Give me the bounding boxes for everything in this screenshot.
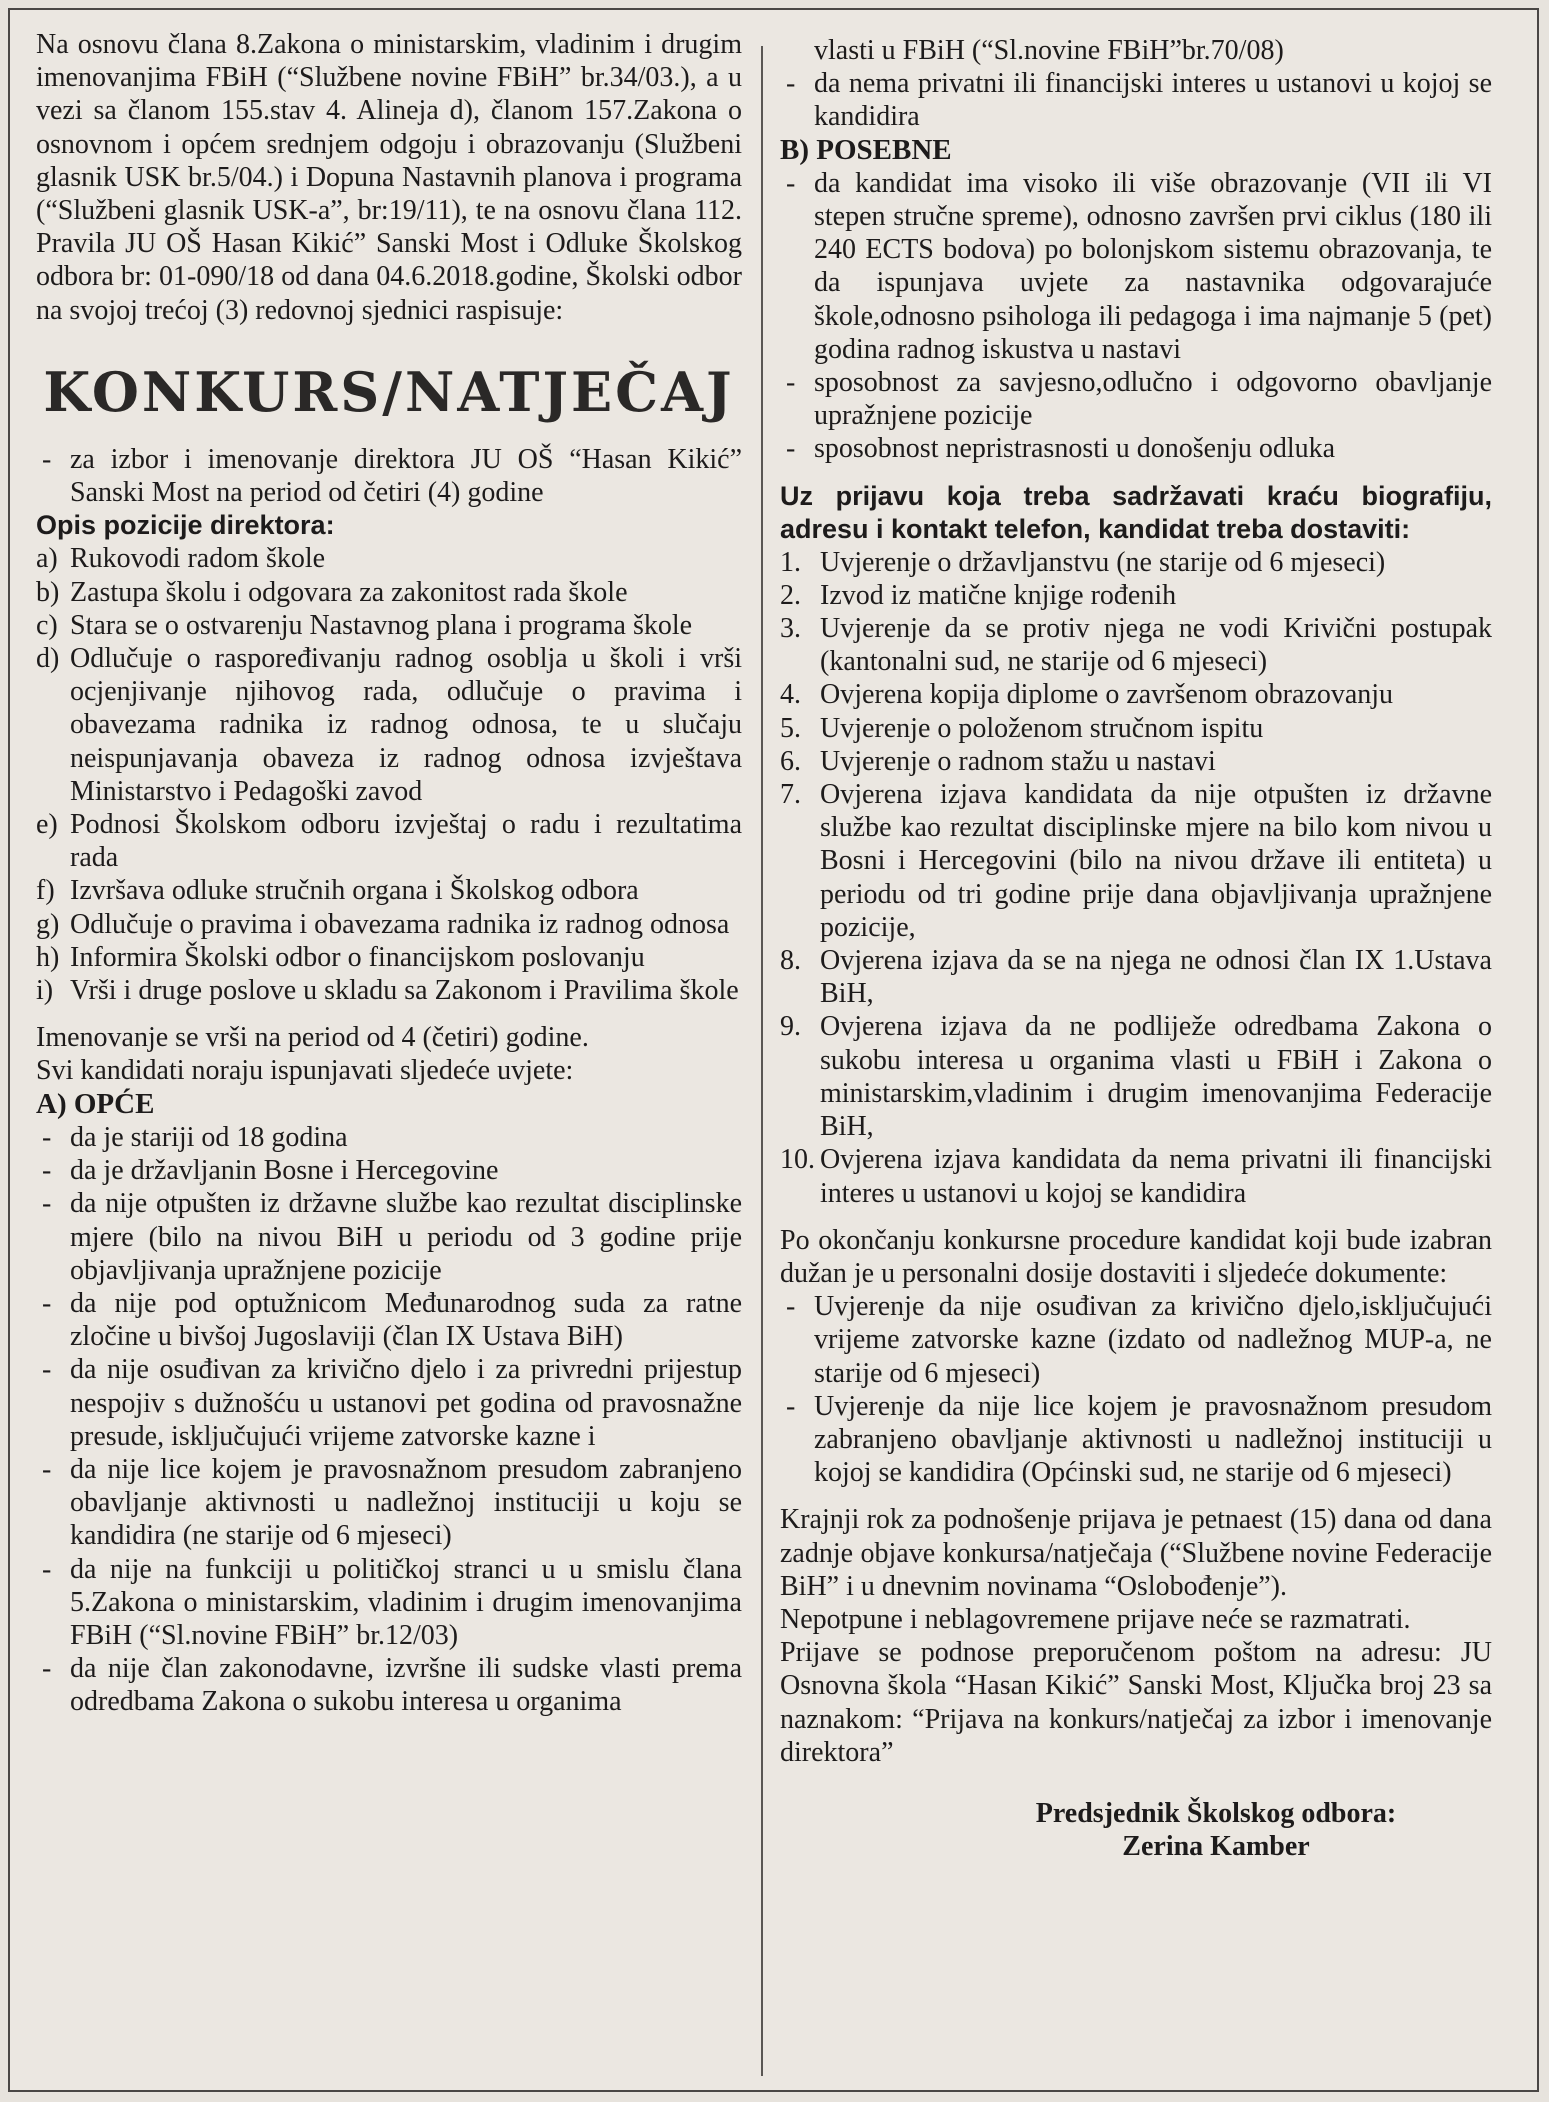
left-column xyxy=(36,28,742,1719)
general-condition: - da je stariji od 18 godina xyxy=(36,1121,742,1154)
documents-heading: Uz prijavu koja treba sadržavati kraću biografiju, adresu i kontakt telefon, kandidat treba dostaviti: xyxy=(780,480,1492,544)
general-condition: - da nije na funkciji u političkoj stranci u u smislu člana 5.Zakona o ministarskim, vladinim i drugim imenovanjima FBiH (“Sl.novine FBiH” br.12/03) xyxy=(36,1553,742,1653)
document-item: 7. Ovjerena izjava kandidata da nije otpušten iz državne službe kao rezultat disciplinske mjere na bilo kom nivou u Bosni i Hercegovini (bilo na nivou države ili entiteta) u periodu od tri godine prije dana objavljivanja upražnjene pozicije, xyxy=(780,779,1492,943)
notice-sheet xyxy=(8,8,1539,2092)
special-condition: - sposobnost za savjesno,odlučno i odgovorno obavljanje upražnjene pozicije xyxy=(780,366,1492,432)
general-conditions-list xyxy=(36,1121,742,1719)
document-item: 6. Uvjerenje o radnom stažu u nastavi xyxy=(780,745,1216,777)
submission-paragraph: Prijave se podnose preporučenom poštom na adresu: JU Osnovna škola “Hasan Kikić” Sanski Most, Ključka broj 23 sa naznakom: “Prijava na konkurs/natječaj za izbor i imenovanje direktora” xyxy=(780,1637,1492,1768)
general-condition: - da je državljanin Bosne i Hercegovine xyxy=(36,1154,742,1187)
duty-item: g) Odlučuje o pravima i obavezama radnika iz radnog odnosa xyxy=(36,908,730,940)
general-condition: - da nije pod optužnicom Međunarodnog suda za ratne zločine u bivšoj Jugoslaviji (član IX Ustava BiH) xyxy=(36,1287,742,1353)
duty-item: d) Odlučuje o raspoređivanju radnog osoblja u školi i vrši ocjenjivanje njihovog rada, odlučuje o pravima i obavezama radnika iz radnog odnosa, te u slučaju neispunjavanja obaveza iz radnog odnosa izvještava Ministarstvo i Pedagoški zavod xyxy=(36,643,742,807)
signature-title: Predsjednik Školskog odbora: xyxy=(1035,1797,1397,1829)
signature-name: Zerina Kamber xyxy=(1122,1831,1310,1863)
purpose-item: - za izbor i imenovanje direktora JU OŠ “Hasan Kikić” Sanski Most na period od četiri (4) godine xyxy=(36,443,742,509)
duty-item: c) Stara se o ostvarenju Nastavnog plana i programa škole xyxy=(36,609,693,641)
general-condition: - da nije osuđivan za krivično djelo i za privredni prijestup nespojiv s dužnošću u ustanovi pet godina od pravosnažne presude, isključujući vrijeme zatvorske kazne i xyxy=(36,1353,742,1453)
intro-paragraph: Na osnovu člana 8.Zakona o ministarskim, vladinim i drugim imenovanjima FBiH (“Službene novine FBiH” br.34/03.), a u vezi sa članom 155.stav 4. Alineja d), članom 157.Zakona o osnovnom i općem srednjem odgoju i obrazovanju (Službeni glasnik USK br.5/04.) i Dopuna Nastavnih planova i programa (“Službeni glasnik USK-a”, br:19/11), te na osnovu člana 112. Pravila JU OŠ Hasan Kikić” Sanski Most i Odluke Školskog odbora br: 01-090/18 od dana 04.6.2018.godine, Školski odbor na svojoj trećoj (3) redovnoj sjednici raspisuje: xyxy=(36,29,742,326)
document-item: 1. Uvjerenje o državljanstvu (ne starije od 6 mjeseci) xyxy=(780,546,1386,578)
incomplete-notice: Nepotpune i neblagovremene prijave neće se razmatrati. xyxy=(780,1603,1411,1635)
document-item: 2. Izvod iz matične knjige rođenih xyxy=(780,579,1177,611)
general-condition: - da nije lice kojem je pravosnažnom presudom zabranjeno obavljanje aktivnosti u nadležnoj instituciji u koju se kandidira (ne starije od 6 mjeseci) xyxy=(36,1453,742,1553)
document-item: 9. Ovjerena izjava da ne podliježe odredbama Zakona o sukobu interesa u organima vlasti u FBiH i Zakona o ministarskim,vladinim i drugim imenovanjima Federacije BiH, xyxy=(780,1011,1492,1143)
general-condition: - da nije član zakonodavne, izvršne ili sudske vlasti prema odredbama Zakona o sukobu interesa u organima xyxy=(36,1652,742,1718)
purpose-list xyxy=(36,443,742,509)
general-condition: - da nema privatni ili financijski interes u ustanovi u kojoj se kandidira xyxy=(780,67,1492,133)
right-column xyxy=(780,34,1492,1863)
duty-item: f) Izvršava odluke stručnih organa i Školskog odbora xyxy=(36,875,639,907)
after-selection-document: - Uvjerenje da nije osuđivan za krivično djelo,isključujući vrijeme zatvorske kazne (izdato od nadležnog MUP-a, ne starije od 6 mjeseci) xyxy=(780,1290,1492,1390)
special-heading: B) POSEBNE xyxy=(780,133,952,166)
duties-heading: Opis pozicije direktora: xyxy=(36,510,335,541)
document-item: 10. Ovjerena izjava kandidata da nema privatni ili financijski interes u ustanovi u kojoj se kandidira xyxy=(780,1144,1492,1209)
duty-item: b) Zastupa školu i odgovara za zakonitost rada škole xyxy=(36,576,628,608)
special-condition: - da kandidat ima visoko ili više obrazovanje (VII ili VI stepen stručne spreme), odnosno završen prvi ciklus (180 ili 240 ECTS bodova) po bolonjskom sistemu obrazovanja, te da ispunjava uvjete za nastavnika odgovarajuće škole,odnosno psihologa ili pedagoga i ima najmanje 5 (pet) godina radnog iskustva u nastavi xyxy=(780,167,1492,366)
conditions-intro: Svi kandidati noraju ispunjavati sljedeće uvjete: xyxy=(36,1055,574,1087)
duty-item: h) Informira Školski odbor o financijskom poslovanju xyxy=(36,941,645,973)
duty-item: e) Podnosi Školskom odboru izvještaj o radu i rezultatima rada xyxy=(36,809,742,874)
term-paragraph: Imenovanje se vrši na period od 4 (četiri) godine. xyxy=(36,1022,589,1054)
duties-list xyxy=(36,542,742,1007)
after-selection-documents xyxy=(780,1290,1492,1489)
document-item: 5. Uvjerenje o položenom stručnom ispitu xyxy=(780,712,1264,744)
document-item: 3. Uvjerenje da se protiv njega ne vodi Krivični postupak (kantonalni sud, ne starije od 6 mjeseci) xyxy=(780,613,1492,678)
deadline-paragraph: Krajnji rok za podnošenje prijava je petnaest (15) dana od dana zadnje objave konkursa/natječaja (“Službene novine Federacije BiH” i u dnevnim novinama “Oslobođenje”). xyxy=(780,1504,1492,1602)
document-item: 4. Ovjerena kopija diplome o završenom obrazovanju xyxy=(780,679,1394,711)
duty-item: a) Rukovodi radom škole xyxy=(36,543,326,575)
after-selection-document: - Uvjerenje da nije lice kojem je pravosnažnom presudom zabranjeno obavljanje aktivnosti u nadležnoj instituciji u kojoj se kandidira (Općinski sud, ne starije od 6 mjeseci) xyxy=(780,1390,1492,1490)
notice-title: KONKURS/NATJEČAJ xyxy=(43,359,735,424)
general-condition-continued: vlasti u FBiH (“Sl.novine FBiH”br.70/08) xyxy=(814,35,1284,66)
special-condition: - sposobnost nepristrasnosti u donošenju odluka xyxy=(780,432,1492,465)
general-conditions-list-cont xyxy=(780,67,1492,133)
general-heading: A) OPĆE xyxy=(36,1087,155,1120)
special-conditions-list xyxy=(780,167,1492,466)
document-item: 8. Ovjerena izjava da se na njega ne odnosi član IX 1.Ustava BiH, xyxy=(780,945,1492,1010)
documents-list xyxy=(780,546,1492,1210)
column-divider xyxy=(761,46,763,2076)
signature-block xyxy=(780,1797,1492,1863)
duty-item: i) Vrši i druge poslove u skladu sa Zakonom i Pravilima škole xyxy=(36,975,739,1007)
general-condition: - da nije otpušten iz državne službe kao rezultat disciplinske mjere (bilo na nivou BiH u periodu od 3 godine prije objavljivanja upražnjene pozicije xyxy=(36,1187,742,1287)
after-selection-paragraph: Po okončanju konkursne procedure kandidat koji bude izabran dužan je u personalni dosije dostaviti i sljedeće dokumente: xyxy=(780,1224,1492,1289)
